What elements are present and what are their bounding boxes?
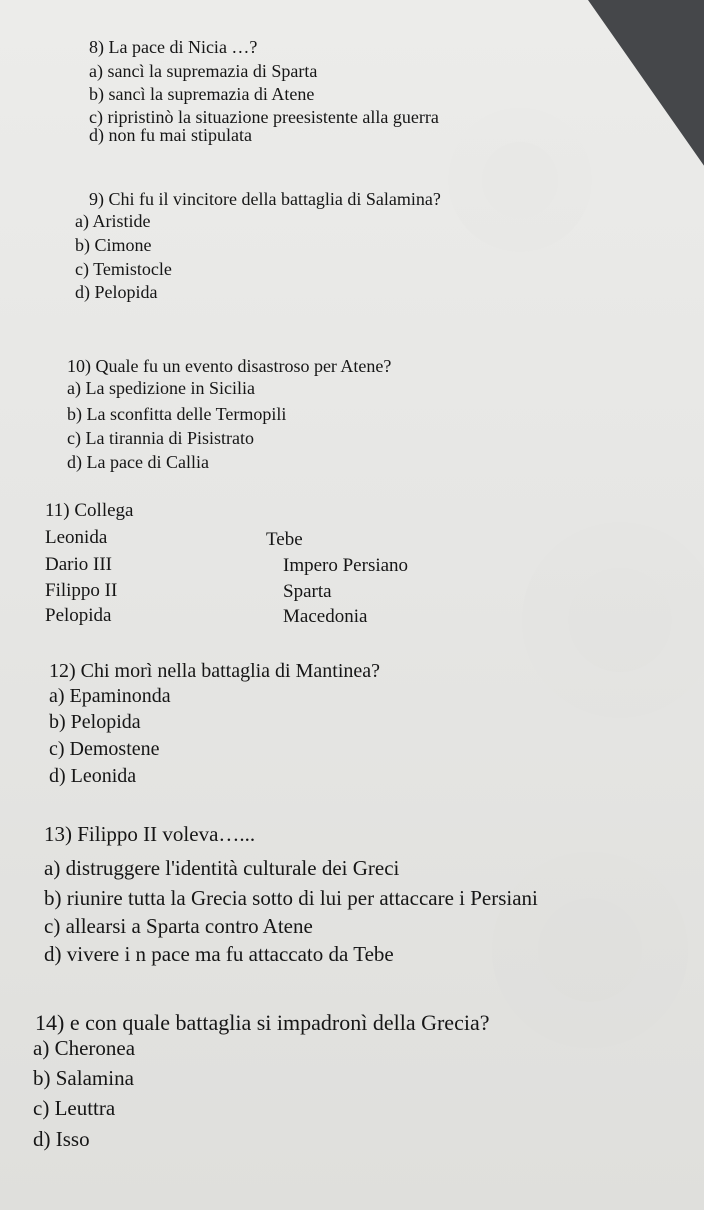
- question-8-option-a: a) sancì la supremazia di Sparta: [89, 61, 318, 81]
- match-left-item: Pelopida: [45, 605, 112, 626]
- question-9-option-b: b) Cimone: [75, 235, 152, 255]
- question-10-option-b: b) La sconfitta delle Termopili: [67, 404, 287, 424]
- question-14-title: 14) e con quale battaglia si impadronì della Grecia?: [35, 1010, 490, 1035]
- question-9-option-a: a) Aristide: [75, 211, 151, 231]
- question-12-option-d: d) Leonida: [49, 765, 137, 787]
- question-9-option-d: d) Pelopida: [75, 282, 158, 302]
- match-left-item: Dario III: [45, 554, 112, 575]
- question-12-option-c: c) Demostene: [49, 738, 160, 760]
- question-8-title: 8) La pace di Nicia …?: [89, 37, 258, 57]
- question-12-option-b: b) Pelopida: [49, 711, 141, 733]
- match-right-item: Impero Persiano: [283, 555, 409, 576]
- match-left-item: Filippo II: [45, 580, 118, 601]
- question-13-option-a: a) distruggere l'identità culturale dei Greci: [44, 856, 400, 880]
- question-8-option-d: d) non fu mai stipulata: [89, 125, 252, 145]
- question-13-option-c: c) allearsi a Sparta contro Atene: [44, 914, 313, 938]
- question-9-option-c: c) Temistocle: [75, 259, 172, 279]
- question-9-title: 9) Chi fu il vincitore della battaglia di Salamina?: [89, 189, 441, 209]
- question-10-option-c: c) La tirannia di Pisistrato: [67, 428, 254, 448]
- question-10-option-a: a) La spedizione in Sicilia: [67, 378, 255, 398]
- question-14-option-d: d) Isso: [33, 1127, 90, 1151]
- question-13-title: 13) Filippo II voleva…...: [44, 822, 256, 846]
- question-8-option-b: b) sancì la supremazia di Atene: [89, 84, 315, 104]
- question-13-option-b: b) riunire tutta la Grecia sotto di lui per attaccare i Persiani: [44, 886, 538, 910]
- question-10-title: 10) Quale fu un evento disastroso per Atene?: [67, 356, 392, 376]
- question-11-title: 11) Collega: [45, 500, 134, 521]
- match-left-item: Leonida: [45, 527, 108, 548]
- question-12-option-a: a) Epaminonda: [49, 685, 171, 707]
- question-14-option-a: a) Cheronea: [33, 1036, 136, 1060]
- question-12-title: 12) Chi morì nella battaglia di Mantinea?: [49, 660, 381, 682]
- question-13-option-d: d) vivere i n pace ma fu attaccato da Tebe: [44, 942, 394, 966]
- question-10-option-d: d) La pace di Callia: [67, 452, 209, 472]
- question-8-option-c: c) ripristinò la situazione preesistente alla guerra: [89, 107, 439, 127]
- question-14-option-c: c) Leuttra: [33, 1096, 116, 1120]
- match-right-item: Sparta: [283, 581, 332, 602]
- match-right-item: Tebe: [266, 529, 303, 550]
- question-14-option-b: b) Salamina: [33, 1066, 134, 1090]
- match-right-item: Macedonia: [283, 606, 368, 627]
